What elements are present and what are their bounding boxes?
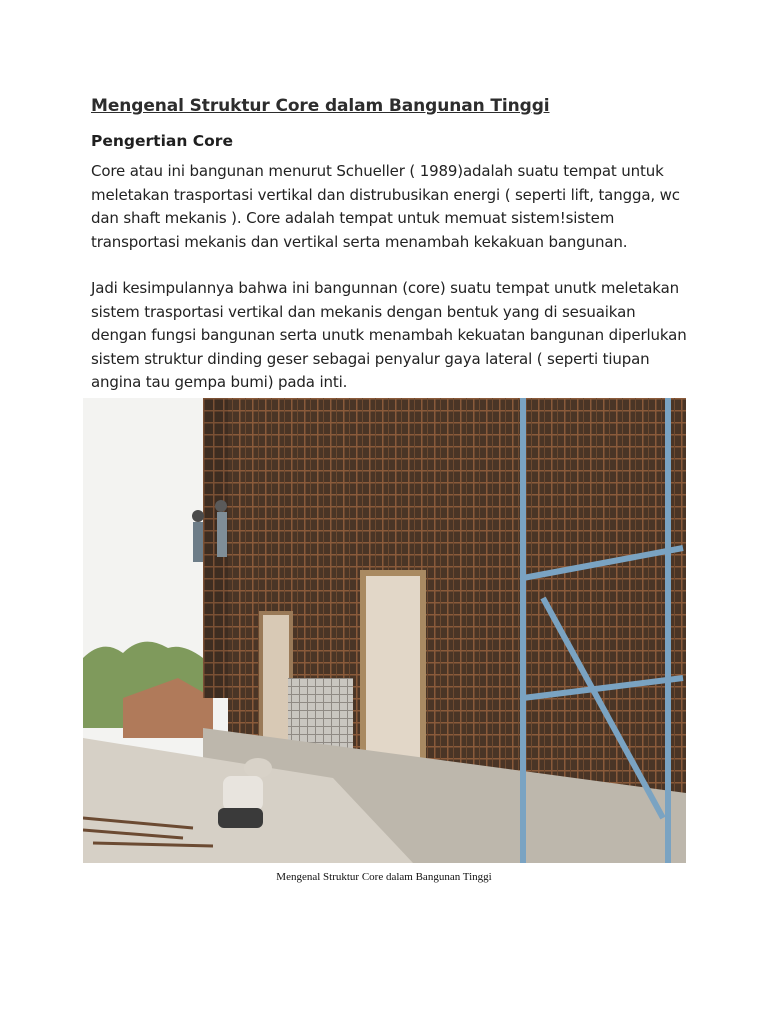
section-heading: Pengertian Core bbox=[91, 132, 233, 150]
paragraph-definition: Core atau ini bangunan menurut Schueller ( 1989)adalah suatu tempat untuk meletakan trasportasi vertikal dan distrubusikan energi ( seperti lift, tangga, wc dan shaft mekanis ). Core adalah tempat untuk memuat sistem!sistem transportasi mekanis dan vertikal serta menambah kekakuan bangunan. bbox=[91, 162, 680, 251]
paragraph-conclusion: Jadi kesimpulannya bahwa ini bangunnan (core) suatu tempat unutk meletakan sistem trasportasi vertikal dan mekanis dengan bentuk yang di sesuaikan dengan fungsi bangunan serta unutk menambah kekuatan bangunan diperlukan sistem struktur dinding geser sebagai penyalur gaya lateral ( seperti tiupan angina tau gempa bumi) pada inti. bbox=[91, 279, 687, 391]
construction-photo bbox=[83, 398, 686, 863]
document-body bbox=[91, 94, 691, 395]
figure-caption: Mengenal Struktur Core dalam Bangunan Tinggi bbox=[276, 871, 492, 883]
document-title: Mengenal Struktur Core dalam Bangunan Tinggi bbox=[91, 96, 550, 116]
